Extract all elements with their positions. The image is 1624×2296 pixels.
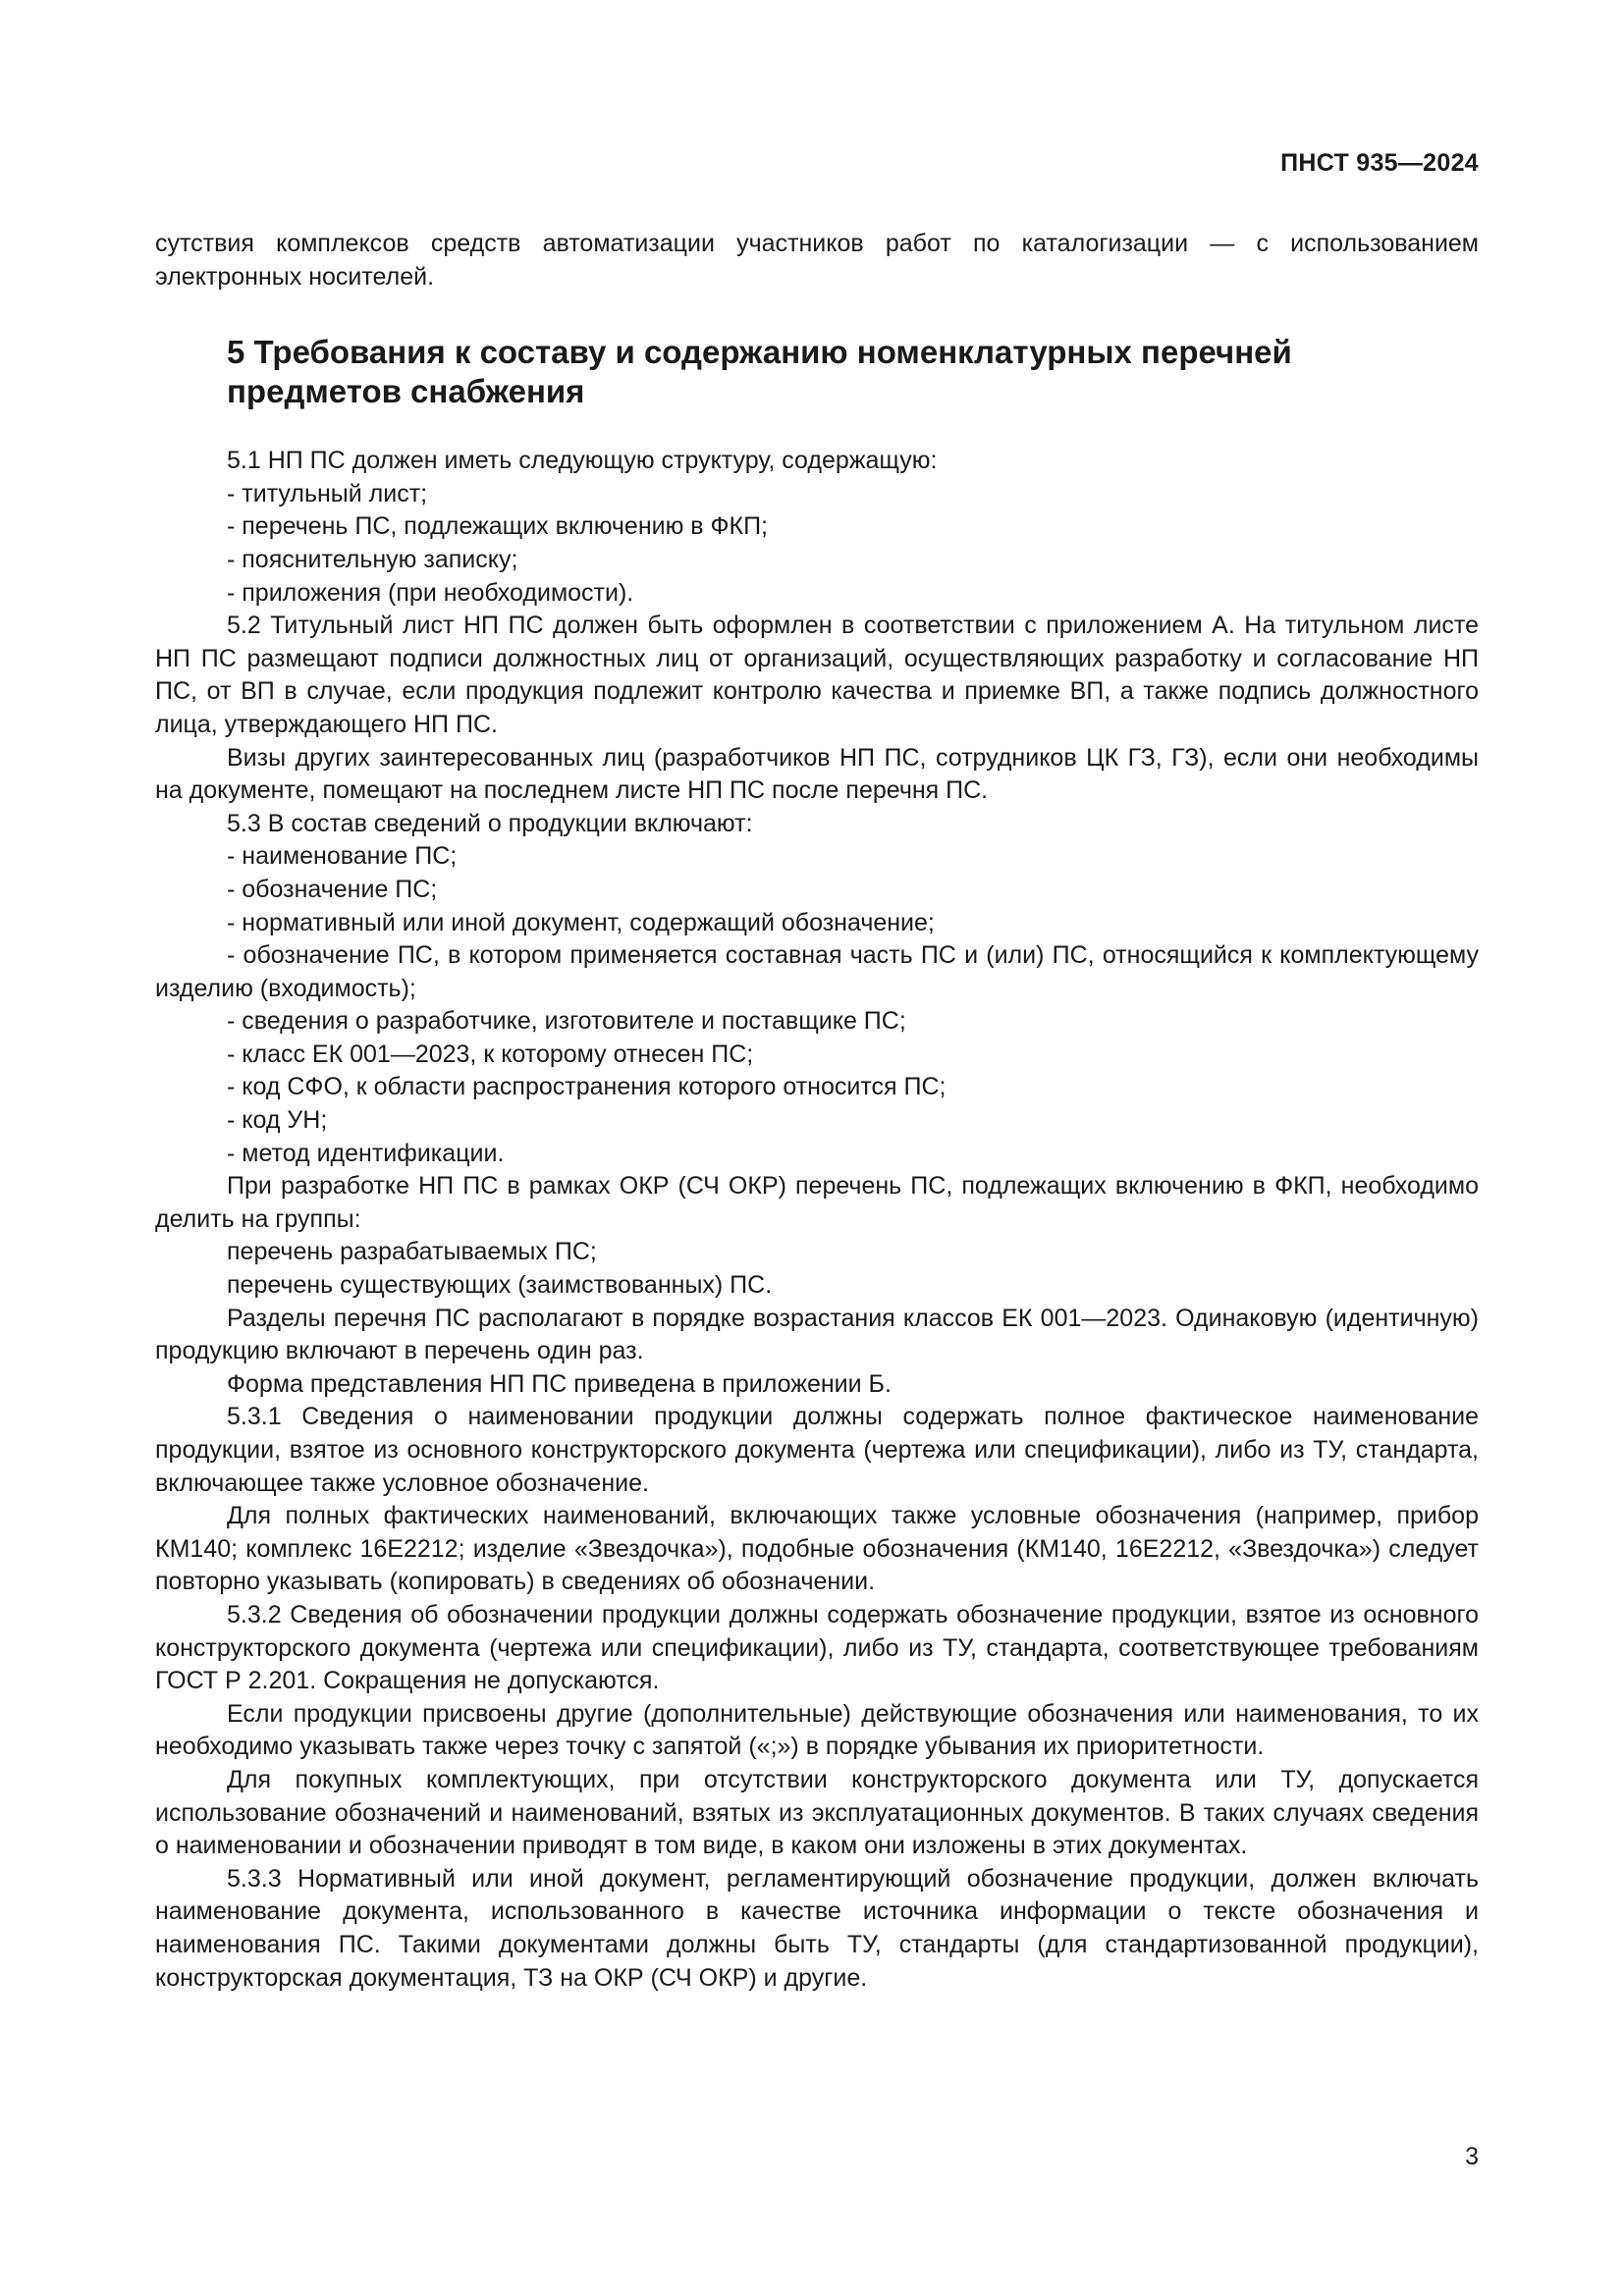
paragraph-sections: Разделы перечня ПС располагают в порядке возрастания классов ЕК 001—2023. Одинаковую (идентичную) продукцию включают в перечень один раз. — [155, 1304, 1479, 1365]
paragraph-5-3-2: 5.3.2 Сведения об обозначении продукции должны содержать обозначение продукции, взятое из основного конструкторского документа (чертежа или спецификации), либо из ТУ, стандарта, соответствующее требованиям ГОСТ Р 2.201. Сокращения не допускаются. — [155, 1600, 1479, 1695]
paragraph-5-3-1: 5.3.1 Сведения о наименовании продукции должны содержать полное фактическое наименование продукции, взятое из основного конструкторского документа (чертежа или спецификации), либо из ТУ, стандарта, включающее также условное обозначение. — [155, 1403, 1479, 1497]
list-item: - приложения (при необходимости). — [227, 578, 634, 607]
list-item: перечень существующих (заимствованных) ПС. — [227, 1271, 773, 1300]
paragraph-purchased: Для покупных комплектующих, при отсутствии конструкторского документа или ТУ, допускается использование обозначений и наименований, взятых из эксплуатационных документов. В таких случаях сведения о наименовании и обозначении приводят в том виде, в каком они изложены в этих документах. — [155, 1765, 1479, 1860]
page-number: 3 — [1465, 2143, 1479, 2170]
paragraph-continuation: сутствия комплексов средств автоматизации участников работ по каталогизации — с использованием электронных носителей. — [155, 230, 1479, 291]
list-item: перечень разрабатываемых ПС; — [227, 1238, 597, 1266]
list-item: - перечень ПС, подлежащих включению в ФКП; — [227, 512, 769, 541]
list-item: - обозначение ПС; — [227, 875, 438, 903]
list-item: - наименование ПС; — [227, 842, 458, 871]
list-item: - обозначение ПС, в котором применяется составная часть ПС и (или) ПС, относящийся к комплектующему изделию (входимость); — [155, 941, 1479, 1002]
list-item: - пояснительную записку; — [227, 545, 518, 573]
document-body — [155, 228, 1479, 1995]
section-heading: 5 Требования к составу и содержанию номенклатурных перечней предметов снабжения — [227, 334, 1292, 410]
paragraph-5-3-3: 5.3.3 Нормативный или иной документ, регламентирующий обозначение продукции, должен включать наименование документа, использованного в качестве источника информации о тексте обозначения и наименования ПС. Такими документами должны быть ТУ, стандарты (для стандартизованной продукции), конструкторская документация, ТЗ на ОКР (СЧ ОКР) и другие. — [155, 1864, 1479, 1992]
list-item: - нормативный или иной документ, содержащий обозначение; — [227, 908, 935, 936]
paragraph-visas: Визы других заинтересованных лиц (разработчиков НП ПС, сотрудников ЦК ГЗ, ГЗ), если они необходимы на документе, помещают на последнем листе НП ПС после перечня ПС. — [155, 743, 1479, 805]
paragraph-5-3: 5.3 В состав сведений о продукции включают: — [227, 809, 753, 837]
paragraph-full-names: Для полных фактических наименований, включающих также условные обозначения (например, прибор КМ140; комплекс 16Е2212; изделие «Звездочка»), подобные обозначения (КМ140, 16Е2212, «Звездочка») следует повторно указывать (копировать) в сведениях об обозначении. — [155, 1502, 1479, 1596]
list-item: - код СФО, к области распространения которого относится ПС; — [227, 1073, 947, 1101]
paragraph-5-1: 5.1 НП ПС должен иметь следующую структуру, содержащую: — [227, 447, 938, 475]
list-item: - титульный лист; — [227, 479, 428, 507]
paragraph-groups: При разработке НП ПС в рамках ОКР (СЧ ОКР) перечень ПС, подлежащих включению в ФКП, необходимо делить на группы: — [155, 1172, 1479, 1233]
list-item: - код УН; — [227, 1106, 328, 1135]
list-item: - класс ЕК 001—2023, к которому отнесен ПС; — [227, 1040, 754, 1068]
paragraph-form: Форма представления НП ПС приведена в приложении Б. — [227, 1369, 892, 1398]
list-item: - сведения о разработчике, изготовителе и поставщике ПС; — [227, 1007, 906, 1036]
list-item: - метод идентификации. — [227, 1139, 505, 1167]
paragraph-5-2: 5.2 Титульный лист НП ПС должен быть оформлен в соответствии с приложением А. На титульном листе НП ПС размещают подписи должностных лиц от организаций, осуществляющих разработку и согласование НП ПС, от ВП в случае, если продукция подлежит контролю качества и приемке ВП, а также подпись должностного лица, утверждающего НП ПС. — [155, 612, 1479, 738]
paragraph-other-designations: Если продукции присвоены другие (дополнительные) действующие обозначения или наименования, то их необходимо указывать также через точку с запятой («;») в порядке убывания их приоритетности. — [155, 1699, 1479, 1761]
document-designation: ПНСТ 935—2024 — [1280, 149, 1479, 177]
